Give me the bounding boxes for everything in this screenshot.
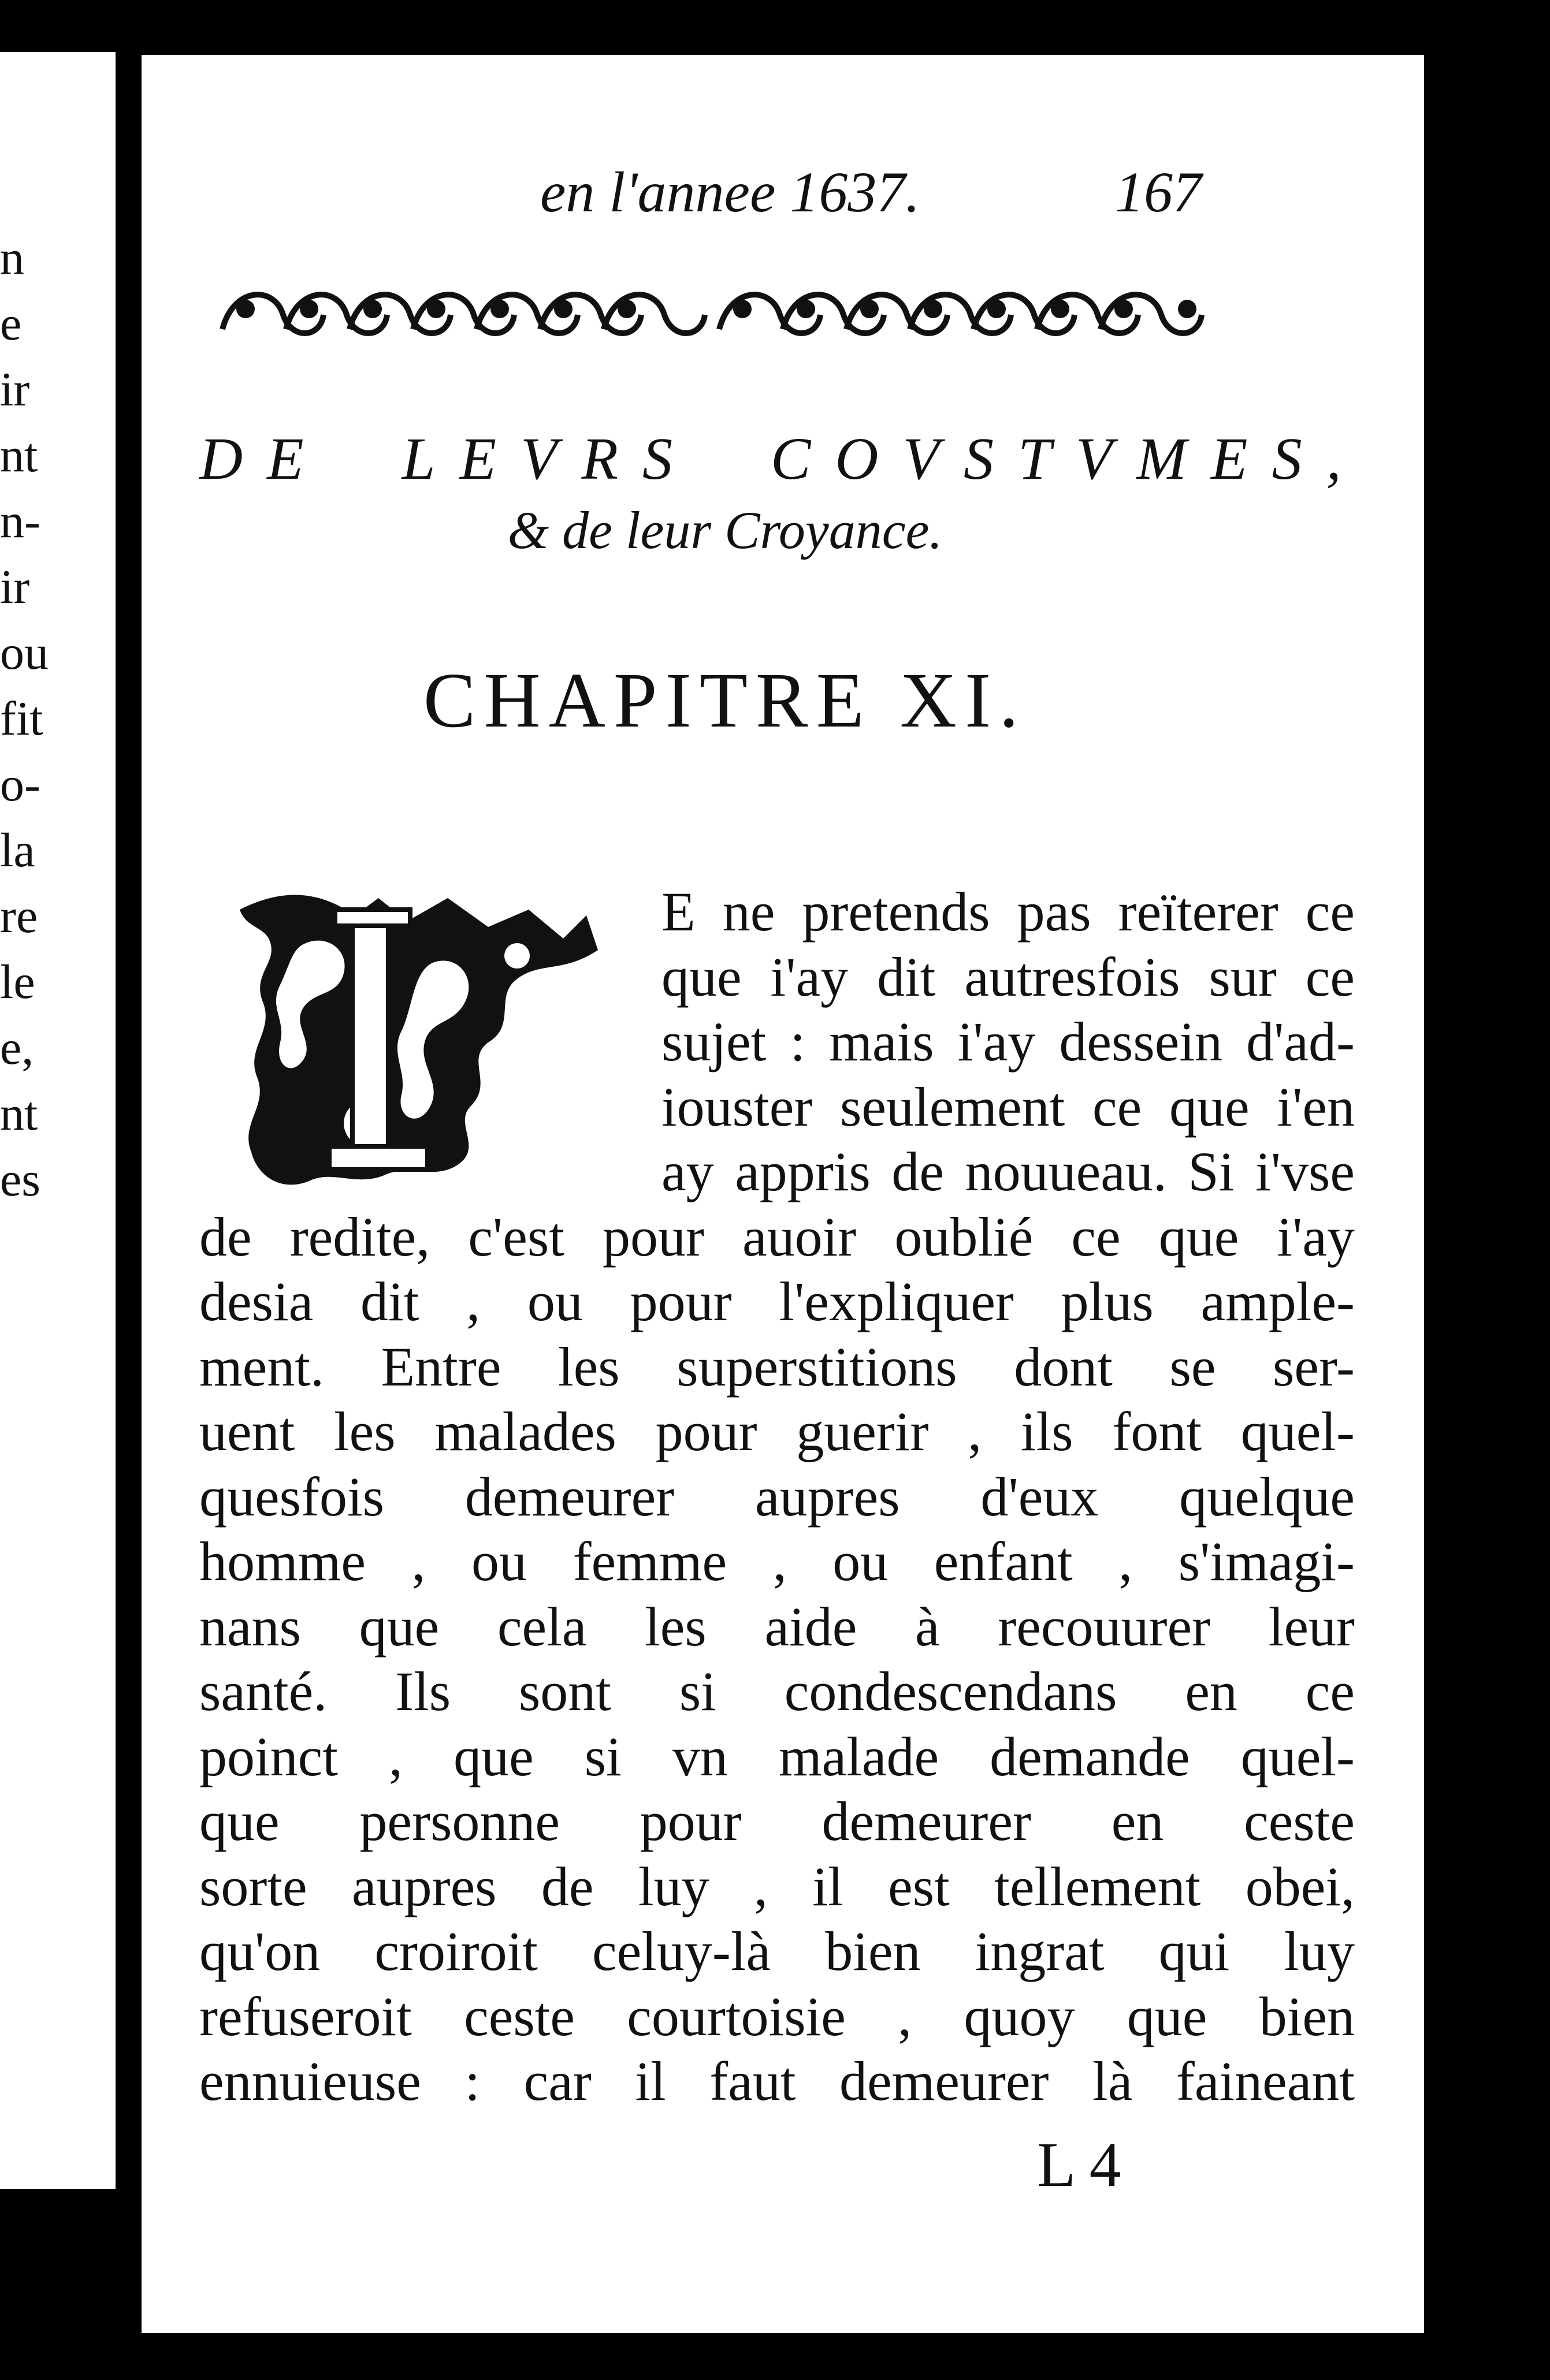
running-title: en l'annee 1637. (540, 160, 920, 224)
facing-line: e (0, 297, 22, 351)
text-line: uent les malades pour guerir , ils font quel- (199, 1401, 1355, 1462)
text-line: de redite, c'est pour auoir oublié ce que i'ay (199, 1205, 1355, 1268)
facing-line: fit (0, 692, 43, 746)
text-line: poinct , que si vn malade demande quel- (199, 1725, 1355, 1787)
facing-line: es (0, 1153, 40, 1206)
page-number: 167 (1115, 160, 1202, 224)
text-line: nans que cela les aide à recouurer leur (199, 1595, 1355, 1658)
facing-line: ou (0, 626, 49, 680)
chapter-heading: CHAPITRE XI. (423, 657, 1027, 744)
text-line: sorte aupres de luy , il est tellement obei, (199, 1855, 1355, 1917)
text-line: ay appris de nouueau. Si i'vse (661, 1141, 1355, 1202)
text-line: ment. Entre les superstitions dont se ser- (199, 1335, 1355, 1398)
text-line: que i'ay dit autresfois sur ce (661, 945, 1355, 1008)
facing-line: nt (0, 429, 38, 482)
facing-line: nt (0, 1087, 38, 1141)
text-line: qu'on croiroit celuy-là bien ingrat qui luy (199, 1920, 1355, 1982)
facing-line: ir (0, 363, 30, 416)
facing-page-line-ends (0, 225, 116, 1213)
headpiece-ornament (211, 274, 1239, 349)
facing-line: n (0, 231, 24, 285)
facing-line: la (0, 824, 35, 877)
text-line: santé. Ils sont si condescendans en ce (199, 1660, 1355, 1722)
text-line: sujet : mais i'ay dessein d'ad- (661, 1011, 1355, 1072)
book-page (142, 55, 1424, 2333)
facing-line: le (0, 955, 35, 1009)
section-title: DE LEVRS COVSTVMES, (199, 426, 1366, 492)
facing-line: o- (0, 758, 40, 811)
text-line: E ne pretends pas reïterer ce (661, 881, 1355, 943)
facing-line: e, (0, 1021, 34, 1075)
catchword-signature: L 4 (1037, 2129, 1121, 2200)
facing-line: n- (0, 494, 40, 548)
text-line: homme , ou femme , ou enfant , s'imagi- (199, 1530, 1355, 1592)
section-subtitle: & de leur Croyance. (507, 501, 943, 560)
ornament-band-icon (211, 274, 1239, 349)
text-line: desia dit , ou pour l'expliquer plus ample- (199, 1271, 1355, 1332)
facing-line: ir (0, 560, 30, 614)
facing-page-fragment (0, 52, 116, 2189)
running-head (142, 153, 1424, 234)
facing-line: re (0, 889, 38, 943)
text-line: refuseroit ceste courtoisie , quoy que bien (199, 1985, 1355, 2047)
text-line: quesfois demeurer aupres d'eux quelque (199, 1465, 1355, 1528)
body-text (199, 880, 1355, 2114)
text-line: ennuieuse : car il faut demeurer là faineant (199, 2050, 1355, 2112)
text-line: que personne pour demeurer en ceste (199, 1790, 1355, 1852)
text-line: iouster seulement ce que i'en (661, 1075, 1355, 1138)
